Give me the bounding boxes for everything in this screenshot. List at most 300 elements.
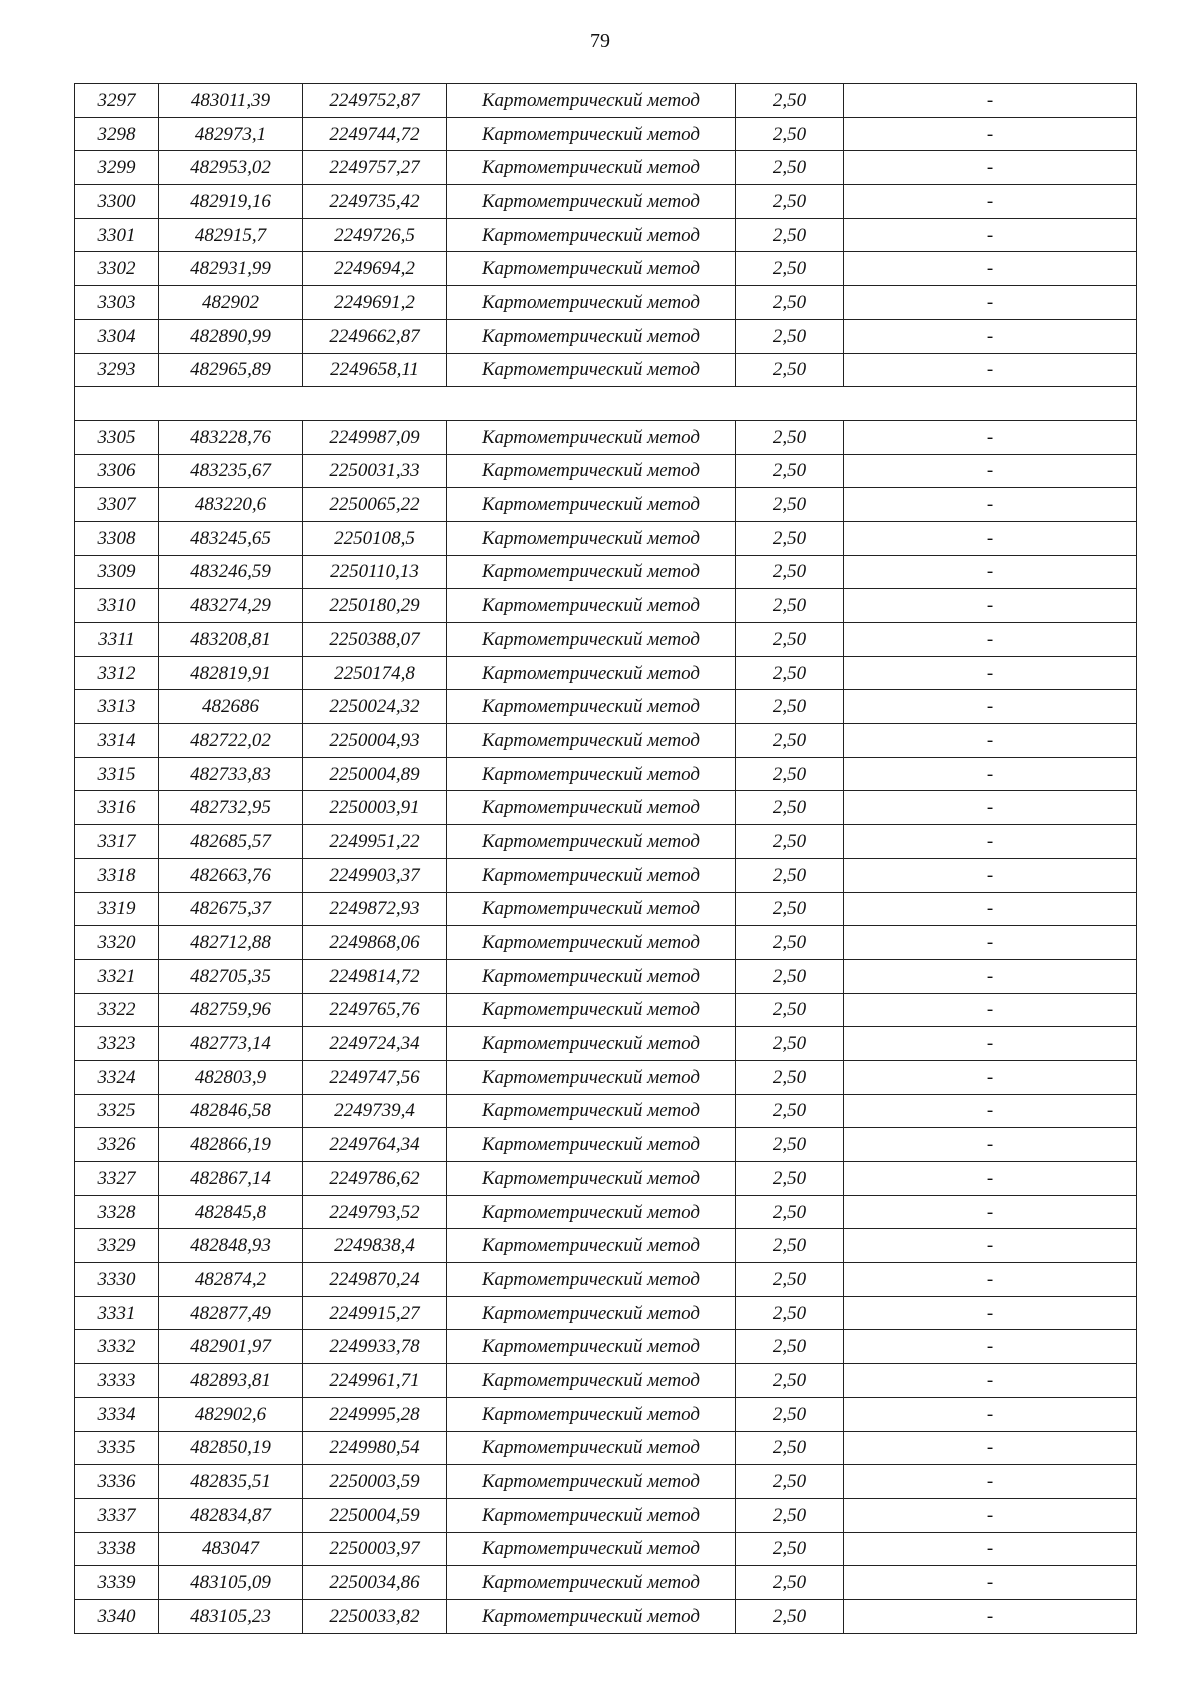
description-cell: - — [844, 286, 1137, 320]
point-number-cell: 3304 — [75, 319, 159, 353]
coordinate-y-cell: 2249739,4 — [303, 1094, 447, 1128]
coordinate-x-cell: 483274,29 — [159, 589, 303, 623]
point-number-cell: 3297 — [75, 84, 159, 118]
coordinate-y-cell: 2249838,4 — [303, 1229, 447, 1263]
table-row — [75, 589, 1137, 623]
point-number-cell: 3338 — [75, 1532, 159, 1566]
description-cell: - — [844, 791, 1137, 825]
accuracy-cell: 2,50 — [736, 1195, 844, 1229]
table-row — [75, 656, 1137, 690]
accuracy-cell: 2,50 — [736, 757, 844, 791]
description-cell: - — [844, 1162, 1137, 1196]
method-cell: Картометрический метод — [447, 724, 736, 758]
coordinate-x-cell: 482732,95 — [159, 791, 303, 825]
description-cell: - — [844, 892, 1137, 926]
coordinate-y-cell: 2250110,13 — [303, 555, 447, 589]
method-cell: Картометрический метод — [447, 1364, 736, 1398]
method-cell: Картометрический метод — [447, 1397, 736, 1431]
coordinate-y-cell: 2249694,2 — [303, 252, 447, 286]
point-number-cell: 3300 — [75, 185, 159, 219]
point-number-cell: 3299 — [75, 151, 159, 185]
accuracy-cell: 2,50 — [736, 1263, 844, 1297]
description-cell: - — [844, 623, 1137, 657]
method-cell: Картометрический метод — [447, 1195, 736, 1229]
description-cell: - — [844, 353, 1137, 387]
table-row — [75, 926, 1137, 960]
table-row — [75, 555, 1137, 589]
table-row — [75, 1431, 1137, 1465]
method-cell: Картометрический метод — [447, 1128, 736, 1162]
point-number-cell: 3336 — [75, 1465, 159, 1499]
method-cell: Картометрический метод — [447, 589, 736, 623]
accuracy-cell: 2,50 — [736, 1465, 844, 1499]
table-row — [75, 1263, 1137, 1297]
coordinate-y-cell: 2250034,86 — [303, 1566, 447, 1600]
coordinate-x-cell: 482845,8 — [159, 1195, 303, 1229]
accuracy-cell: 2,50 — [736, 151, 844, 185]
point-number-cell: 3323 — [75, 1027, 159, 1061]
description-cell: - — [844, 757, 1137, 791]
method-cell: Картометрический метод — [447, 488, 736, 522]
point-number-cell: 3321 — [75, 959, 159, 993]
coordinate-y-cell: 2249747,56 — [303, 1060, 447, 1094]
table-row — [75, 1195, 1137, 1229]
accuracy-cell: 2,50 — [736, 218, 844, 252]
coordinate-x-cell: 483246,59 — [159, 555, 303, 589]
table-row — [75, 488, 1137, 522]
accuracy-cell: 2,50 — [736, 1060, 844, 1094]
coordinate-x-cell: 482874,2 — [159, 1263, 303, 1297]
coordinate-y-cell: 2249951,22 — [303, 825, 447, 859]
table-row — [75, 690, 1137, 724]
table-row — [75, 1599, 1137, 1633]
coordinate-y-cell: 2249691,2 — [303, 286, 447, 320]
coordinate-y-cell: 2249995,28 — [303, 1397, 447, 1431]
coordinates-table-body — [75, 84, 1137, 1634]
method-cell: Картометрический метод — [447, 1465, 736, 1499]
point-number-cell: 3313 — [75, 690, 159, 724]
method-cell: Картометрический метод — [447, 1532, 736, 1566]
coordinate-y-cell: 2250108,5 — [303, 521, 447, 555]
coordinate-y-cell: 2250004,93 — [303, 724, 447, 758]
table-row — [75, 1027, 1137, 1061]
accuracy-cell: 2,50 — [736, 1364, 844, 1398]
coordinate-y-cell: 2249744,72 — [303, 117, 447, 151]
coordinate-y-cell: 2249868,06 — [303, 926, 447, 960]
description-cell: - — [844, 521, 1137, 555]
point-number-cell: 3340 — [75, 1599, 159, 1633]
table-row — [75, 151, 1137, 185]
point-number-cell: 3312 — [75, 656, 159, 690]
description-cell: - — [844, 454, 1137, 488]
description-cell: - — [844, 993, 1137, 1027]
description-cell: - — [844, 117, 1137, 151]
accuracy-cell: 2,50 — [736, 825, 844, 859]
description-cell: - — [844, 420, 1137, 454]
method-cell: Картометрический метод — [447, 1162, 736, 1196]
method-cell: Картометрический метод — [447, 353, 736, 387]
accuracy-cell: 2,50 — [736, 1498, 844, 1532]
coordinate-y-cell: 2249961,71 — [303, 1364, 447, 1398]
coordinate-x-cell: 482759,96 — [159, 993, 303, 1027]
coordinate-y-cell: 2249757,27 — [303, 151, 447, 185]
accuracy-cell: 2,50 — [736, 286, 844, 320]
coordinate-y-cell: 2250031,33 — [303, 454, 447, 488]
description-cell: - — [844, 1263, 1137, 1297]
point-number-cell: 3309 — [75, 555, 159, 589]
accuracy-cell: 2,50 — [736, 1599, 844, 1633]
coordinate-y-cell: 2249915,27 — [303, 1296, 447, 1330]
accuracy-cell: 2,50 — [736, 892, 844, 926]
coordinate-y-cell: 2249724,34 — [303, 1027, 447, 1061]
coordinate-x-cell: 482846,58 — [159, 1094, 303, 1128]
coordinate-x-cell: 483245,65 — [159, 521, 303, 555]
table-row — [75, 185, 1137, 219]
coordinate-x-cell: 482973,1 — [159, 117, 303, 151]
accuracy-cell: 2,50 — [736, 1330, 844, 1364]
description-cell: - — [844, 1498, 1137, 1532]
coordinate-y-cell: 2249793,52 — [303, 1195, 447, 1229]
table-row — [75, 1060, 1137, 1094]
coordinate-x-cell: 482902,6 — [159, 1397, 303, 1431]
method-cell: Картометрический метод — [447, 185, 736, 219]
coordinate-x-cell: 482965,89 — [159, 353, 303, 387]
accuracy-cell: 2,50 — [736, 1431, 844, 1465]
method-cell: Картометрический метод — [447, 252, 736, 286]
point-number-cell: 3322 — [75, 993, 159, 1027]
coordinate-y-cell: 2249903,37 — [303, 858, 447, 892]
table-row — [75, 623, 1137, 657]
method-cell: Картометрический метод — [447, 319, 736, 353]
coordinate-y-cell: 2249662,87 — [303, 319, 447, 353]
coordinate-x-cell: 482901,97 — [159, 1330, 303, 1364]
description-cell: - — [844, 858, 1137, 892]
table-row — [75, 892, 1137, 926]
group-separator-cell — [75, 387, 1137, 421]
method-cell: Картометрический метод — [447, 521, 736, 555]
description-cell: - — [844, 1599, 1137, 1633]
point-number-cell: 3328 — [75, 1195, 159, 1229]
coordinate-x-cell: 482877,49 — [159, 1296, 303, 1330]
coordinate-y-cell: 2249786,62 — [303, 1162, 447, 1196]
description-cell: - — [844, 488, 1137, 522]
table-row — [75, 286, 1137, 320]
accuracy-cell: 2,50 — [736, 84, 844, 118]
accuracy-cell: 2,50 — [736, 1296, 844, 1330]
table-row — [75, 521, 1137, 555]
accuracy-cell: 2,50 — [736, 1229, 844, 1263]
accuracy-cell: 2,50 — [736, 959, 844, 993]
table-row — [75, 1229, 1137, 1263]
description-cell: - — [844, 926, 1137, 960]
point-number-cell: 3301 — [75, 218, 159, 252]
coordinate-y-cell: 2250174,8 — [303, 656, 447, 690]
method-cell: Картометрический метод — [447, 1296, 736, 1330]
method-cell: Картометрический метод — [447, 959, 736, 993]
coordinate-y-cell: 2249764,34 — [303, 1128, 447, 1162]
point-number-cell: 3333 — [75, 1364, 159, 1398]
point-number-cell: 3324 — [75, 1060, 159, 1094]
point-number-cell: 3307 — [75, 488, 159, 522]
coordinate-x-cell: 482803,9 — [159, 1060, 303, 1094]
method-cell: Картометрический метод — [447, 555, 736, 589]
accuracy-cell: 2,50 — [736, 724, 844, 758]
table-row — [75, 724, 1137, 758]
method-cell: Картометрический метод — [447, 420, 736, 454]
description-cell: - — [844, 1397, 1137, 1431]
coordinate-x-cell: 482867,14 — [159, 1162, 303, 1196]
description-cell: - — [844, 1364, 1137, 1398]
method-cell: Картометрический метод — [447, 1263, 736, 1297]
table-row — [75, 1364, 1137, 1398]
point-number-cell: 3320 — [75, 926, 159, 960]
method-cell: Картометрический метод — [447, 623, 736, 657]
table-row — [75, 959, 1137, 993]
table-row — [75, 252, 1137, 286]
method-cell: Картометрический метод — [447, 993, 736, 1027]
table-row — [75, 218, 1137, 252]
accuracy-cell: 2,50 — [736, 1027, 844, 1061]
method-cell: Картометрический метод — [447, 218, 736, 252]
description-cell: - — [844, 1532, 1137, 1566]
coordinate-x-cell: 483235,67 — [159, 454, 303, 488]
coordinate-x-cell: 482848,93 — [159, 1229, 303, 1263]
coordinate-x-cell: 482733,83 — [159, 757, 303, 791]
description-cell: - — [844, 319, 1137, 353]
accuracy-cell: 2,50 — [736, 185, 844, 219]
coordinate-x-cell: 482893,81 — [159, 1364, 303, 1398]
accuracy-cell: 2,50 — [736, 926, 844, 960]
description-cell: - — [844, 1465, 1137, 1499]
description-cell: - — [844, 656, 1137, 690]
accuracy-cell: 2,50 — [736, 353, 844, 387]
table-row — [75, 353, 1137, 387]
description-cell: - — [844, 690, 1137, 724]
coordinate-x-cell: 482850,19 — [159, 1431, 303, 1465]
coordinate-x-cell: 482902 — [159, 286, 303, 320]
accuracy-cell: 2,50 — [736, 1094, 844, 1128]
method-cell: Картометрический метод — [447, 1060, 736, 1094]
coordinate-x-cell: 482685,57 — [159, 825, 303, 859]
point-number-cell: 3293 — [75, 353, 159, 387]
description-cell: - — [844, 151, 1137, 185]
accuracy-cell: 2,50 — [736, 993, 844, 1027]
table-row — [75, 1465, 1137, 1499]
coordinate-x-cell: 482953,02 — [159, 151, 303, 185]
coordinate-x-cell: 482675,37 — [159, 892, 303, 926]
method-cell: Картометрический метод — [447, 892, 736, 926]
coordinate-x-cell: 482663,76 — [159, 858, 303, 892]
accuracy-cell: 2,50 — [736, 589, 844, 623]
point-number-cell: 3339 — [75, 1566, 159, 1600]
point-number-cell: 3310 — [75, 589, 159, 623]
table-row — [75, 1330, 1137, 1364]
description-cell: - — [844, 1094, 1137, 1128]
point-number-cell: 3337 — [75, 1498, 159, 1532]
description-cell: - — [844, 555, 1137, 589]
point-number-cell: 3314 — [75, 724, 159, 758]
method-cell: Картометрический метод — [447, 1566, 736, 1600]
table-row — [75, 1162, 1137, 1196]
accuracy-cell: 2,50 — [736, 319, 844, 353]
method-cell: Картометрический метод — [447, 117, 736, 151]
table-row — [75, 319, 1137, 353]
method-cell: Картометрический метод — [447, 1027, 736, 1061]
accuracy-cell: 2,50 — [736, 117, 844, 151]
description-cell: - — [844, 1060, 1137, 1094]
accuracy-cell: 2,50 — [736, 1128, 844, 1162]
point-number-cell: 3308 — [75, 521, 159, 555]
table-row — [75, 84, 1137, 118]
coordinate-x-cell: 482712,88 — [159, 926, 303, 960]
coordinate-y-cell: 2250004,89 — [303, 757, 447, 791]
point-number-cell: 3303 — [75, 286, 159, 320]
method-cell: Картометрический метод — [447, 1498, 736, 1532]
description-cell: - — [844, 825, 1137, 859]
point-number-cell: 3332 — [75, 1330, 159, 1364]
coordinate-x-cell: 483105,23 — [159, 1599, 303, 1633]
description-cell: - — [844, 1566, 1137, 1600]
method-cell: Картометрический метод — [447, 151, 736, 185]
point-number-cell: 3325 — [75, 1094, 159, 1128]
coordinate-y-cell: 2250388,07 — [303, 623, 447, 657]
coordinate-y-cell: 2249726,5 — [303, 218, 447, 252]
method-cell: Картометрический метод — [447, 1431, 736, 1465]
accuracy-cell: 2,50 — [736, 1397, 844, 1431]
coordinate-y-cell: 2249933,78 — [303, 1330, 447, 1364]
coordinate-y-cell: 2249872,93 — [303, 892, 447, 926]
coordinate-x-cell: 482835,51 — [159, 1465, 303, 1499]
table-row — [75, 1532, 1137, 1566]
accuracy-cell: 2,50 — [736, 858, 844, 892]
table-row — [75, 1566, 1137, 1600]
coordinate-y-cell: 2249658,11 — [303, 353, 447, 387]
point-number-cell: 3315 — [75, 757, 159, 791]
accuracy-cell: 2,50 — [736, 656, 844, 690]
method-cell: Картометрический метод — [447, 1094, 736, 1128]
page-number: 79 — [590, 30, 610, 52]
description-cell: - — [844, 589, 1137, 623]
coordinate-x-cell: 482890,99 — [159, 319, 303, 353]
description-cell: - — [844, 724, 1137, 758]
accuracy-cell: 2,50 — [736, 252, 844, 286]
coordinate-x-cell: 482773,14 — [159, 1027, 303, 1061]
method-cell: Картометрический метод — [447, 858, 736, 892]
description-cell: - — [844, 218, 1137, 252]
method-cell: Картометрический метод — [447, 926, 736, 960]
table-row — [75, 993, 1137, 1027]
coordinate-y-cell: 2249752,87 — [303, 84, 447, 118]
method-cell: Картометрический метод — [447, 757, 736, 791]
coordinate-y-cell: 2250003,59 — [303, 1465, 447, 1499]
accuracy-cell: 2,50 — [736, 420, 844, 454]
method-cell: Картометрический метод — [447, 656, 736, 690]
coordinate-x-cell: 482686 — [159, 690, 303, 724]
point-number-cell: 3319 — [75, 892, 159, 926]
accuracy-cell: 2,50 — [736, 1566, 844, 1600]
table-row — [75, 1498, 1137, 1532]
point-number-cell: 3334 — [75, 1397, 159, 1431]
coordinate-y-cell: 2250065,22 — [303, 488, 447, 522]
method-cell: Картометрический метод — [447, 84, 736, 118]
coordinate-y-cell: 2250024,32 — [303, 690, 447, 724]
point-number-cell: 3326 — [75, 1128, 159, 1162]
coordinate-y-cell: 2250033,82 — [303, 1599, 447, 1633]
description-cell: - — [844, 1431, 1137, 1465]
accuracy-cell: 2,50 — [736, 521, 844, 555]
coordinate-x-cell: 482834,87 — [159, 1498, 303, 1532]
accuracy-cell: 2,50 — [736, 454, 844, 488]
description-cell: - — [844, 1330, 1137, 1364]
coordinate-x-cell: 483208,81 — [159, 623, 303, 657]
table-row — [75, 757, 1137, 791]
accuracy-cell: 2,50 — [736, 623, 844, 657]
point-number-cell: 3306 — [75, 454, 159, 488]
accuracy-cell: 2,50 — [736, 1532, 844, 1566]
coordinate-y-cell: 2250003,91 — [303, 791, 447, 825]
coordinate-y-cell: 2249765,76 — [303, 993, 447, 1027]
description-cell: - — [844, 1195, 1137, 1229]
point-number-cell: 3302 — [75, 252, 159, 286]
point-number-cell: 3327 — [75, 1162, 159, 1196]
table-row — [75, 791, 1137, 825]
point-number-cell: 3317 — [75, 825, 159, 859]
table-row — [75, 1397, 1137, 1431]
method-cell: Картометрический метод — [447, 690, 736, 724]
coordinate-x-cell: 483011,39 — [159, 84, 303, 118]
coordinate-y-cell: 2249735,42 — [303, 185, 447, 219]
method-cell: Картометрический метод — [447, 1599, 736, 1633]
description-cell: - — [844, 1296, 1137, 1330]
coordinate-x-cell: 482722,02 — [159, 724, 303, 758]
coordinate-x-cell: 482705,35 — [159, 959, 303, 993]
table-row — [75, 1128, 1137, 1162]
table-row — [75, 825, 1137, 859]
coordinate-x-cell: 482931,99 — [159, 252, 303, 286]
accuracy-cell: 2,50 — [736, 555, 844, 589]
table-row — [75, 858, 1137, 892]
coordinate-x-cell: 482919,16 — [159, 185, 303, 219]
coordinate-x-cell: 482819,91 — [159, 656, 303, 690]
point-number-cell: 3331 — [75, 1296, 159, 1330]
description-cell: - — [844, 1027, 1137, 1061]
coordinates-table — [74, 83, 1137, 1634]
table-row — [75, 117, 1137, 151]
coordinate-x-cell: 482915,7 — [159, 218, 303, 252]
table-row — [75, 1296, 1137, 1330]
description-cell: - — [844, 84, 1137, 118]
coordinate-x-cell: 483220,6 — [159, 488, 303, 522]
description-cell: - — [844, 1128, 1137, 1162]
point-number-cell: 3335 — [75, 1431, 159, 1465]
method-cell: Картометрический метод — [447, 825, 736, 859]
method-cell: Картометрический метод — [447, 1330, 736, 1364]
coordinate-y-cell: 2250003,97 — [303, 1532, 447, 1566]
coordinate-x-cell: 483047 — [159, 1532, 303, 1566]
coordinate-y-cell: 2250180,29 — [303, 589, 447, 623]
point-number-cell: 3316 — [75, 791, 159, 825]
coordinate-x-cell: 482866,19 — [159, 1128, 303, 1162]
description-cell: - — [844, 959, 1137, 993]
accuracy-cell: 2,50 — [736, 1162, 844, 1196]
point-number-cell: 3311 — [75, 623, 159, 657]
table-row — [75, 1094, 1137, 1128]
method-cell: Картометрический метод — [447, 454, 736, 488]
coordinate-y-cell: 2249980,54 — [303, 1431, 447, 1465]
accuracy-cell: 2,50 — [736, 690, 844, 724]
method-cell: Картометрический метод — [447, 286, 736, 320]
coordinate-y-cell: 2250004,59 — [303, 1498, 447, 1532]
